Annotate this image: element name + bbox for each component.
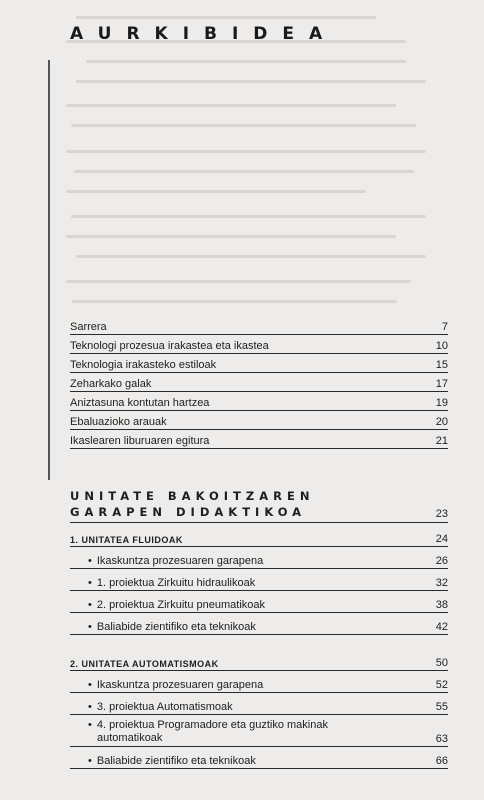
toc-subrow[interactable]: • Ikaskuntza prozesuaren garapena 26 (70, 547, 448, 569)
toc-row[interactable]: Teknologi prozesua irakastea eta ikastea 10 (70, 335, 448, 354)
toc-unit1 (70, 530, 448, 635)
toc-row[interactable]: Ikaslearen liburuaren egitura 21 (70, 430, 448, 449)
toc-row[interactable]: Ebaluazioko arauak 20 (70, 411, 448, 430)
section-heading (70, 488, 448, 523)
toc-subrow[interactable]: • Baliabide zientifiko eta teknikoak 42 (70, 613, 448, 635)
toc-unit2 (70, 654, 448, 769)
toc-row[interactable]: Sarrera 7 (70, 316, 448, 335)
section-title-line1: UNITATE BAKOITZAREN (70, 489, 315, 503)
page-title: AURKIBIDEA (70, 24, 338, 44)
section-title-line2: GARAPEN DIDAKTIKOA (70, 505, 307, 519)
margin-rule (48, 60, 50, 480)
unit1-heading[interactable]: 1. UNITATEA FLUIDOAK 24 (70, 530, 448, 547)
toc-subrow-multiline[interactable]: • 4. proiektua Programadore eta guztiko makinak automatikoak 63 (70, 715, 448, 747)
toc-row[interactable]: Aniztasuna kontutan hartzea 19 (70, 392, 448, 411)
toc-general (70, 316, 448, 449)
toc-subrow[interactable]: • 2. proiektua Zirkuitu pneumatikoak 38 (70, 591, 448, 613)
unit2-heading[interactable]: 2. UNITATEA AUTOMATISMOAK 50 (70, 654, 448, 671)
toc-subrow[interactable]: • Baliabide zientifiko eta teknikoak 66 (70, 747, 448, 769)
toc-subrow[interactable]: • Ikaskuntza prozesuaren garapena 52 (70, 671, 448, 693)
toc-row[interactable]: Zeharkako galak 17 (70, 373, 448, 392)
toc-row[interactable]: Teknologia irakasteko estiloak 15 (70, 354, 448, 373)
toc-subrow[interactable]: • 1. proiektua Zirkuitu hidraulikoak 32 (70, 569, 448, 591)
toc-subrow[interactable]: • 3. proiektua Automatismoak 55 (70, 693, 448, 715)
section-page: 23 (435, 508, 448, 520)
